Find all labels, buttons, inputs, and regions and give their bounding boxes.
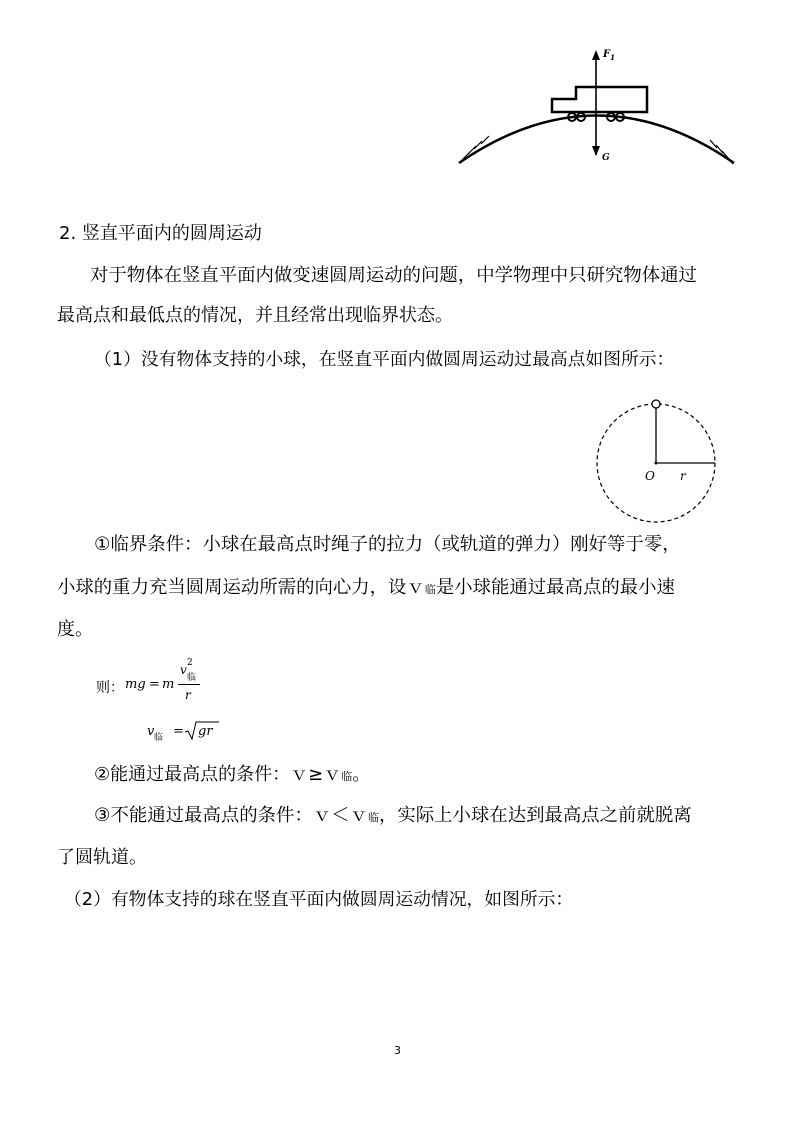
formula1-num-sub: 临 <box>187 673 197 683</box>
formula1-num-v: v <box>180 663 187 677</box>
critical-subscript: 临 <box>424 583 436 596</box>
condition-fail <box>94 806 692 828</box>
critical-line-3: 度。 <box>57 619 93 640</box>
formula-critical-speed <box>147 720 227 746</box>
formula1-fraction-bar <box>178 684 200 685</box>
formula2-sub: 临 <box>154 733 164 743</box>
condition-pass-sub: 临 <box>341 770 353 783</box>
case1-heading: （1）没有物体支持的小球，在竖直平面内做圆周运动过最高点如图所示： <box>94 349 675 370</box>
condition-pass <box>94 765 370 787</box>
critical-line-2-pre: 小球的重力充当圆周运动所需的向心力，设ｖ <box>57 577 425 598</box>
formula1-lhs: mg <box>125 677 146 692</box>
formula1-eq: = <box>149 677 160 692</box>
intro-line-1: 对于物体在竖直平面内做变速圆周运动的问题，中学物理中只研究物体通过 <box>90 265 697 286</box>
critical-line-2-post: 是小球能通过最高点的最小速 <box>435 577 675 598</box>
formula1-m: m <box>162 677 175 692</box>
radius-label: r <box>680 469 686 483</box>
condition-fail-sub: 临 <box>367 811 379 824</box>
formula1-denominator: r <box>185 688 191 702</box>
formula1-num-sup: 2 <box>187 658 193 668</box>
case2-heading: （2）有物体支持的球在竖直平面内做圆周运动情况，如图所示： <box>64 889 574 910</box>
condition-fail-line-2: 了圆轨道。 <box>57 847 147 868</box>
gravity-label: G <box>602 153 610 163</box>
formula1-prefix: 则： <box>96 680 124 696</box>
condition-fail-post: ，实际上小球在达到最高点之前就脱离 <box>378 805 692 826</box>
formula2-radicand: gr <box>198 724 213 739</box>
condition-pass-post: 。 <box>352 764 371 785</box>
page-number: 3 <box>394 1044 401 1057</box>
condition-pass-pre: ②能通过最高点的条件：ｖ≥ｖ <box>94 764 342 785</box>
formula-centripetal <box>96 658 236 712</box>
critical-line-1: ①临界条件：小球在最高点时绳子的拉力（或轨道的弹力）刚好等于零， <box>94 534 681 555</box>
critical-line-2 <box>57 578 675 600</box>
formula2-v: v <box>147 724 155 739</box>
ball <box>652 400 660 408</box>
center-label: O <box>645 469 655 483</box>
section-heading: 2. 竖直平面内的圆周运动 <box>59 223 262 244</box>
intro-line-2: 最高点和最低点的情况，并且经常出现临界状态。 <box>57 305 453 326</box>
condition-fail-pre: ③不能通过最高点的条件：ｖ＜ｖ <box>94 805 368 826</box>
force-label: $F_1$ <box>603 49 615 62</box>
center-dot <box>655 462 658 465</box>
formula2-eq: = <box>173 724 184 739</box>
